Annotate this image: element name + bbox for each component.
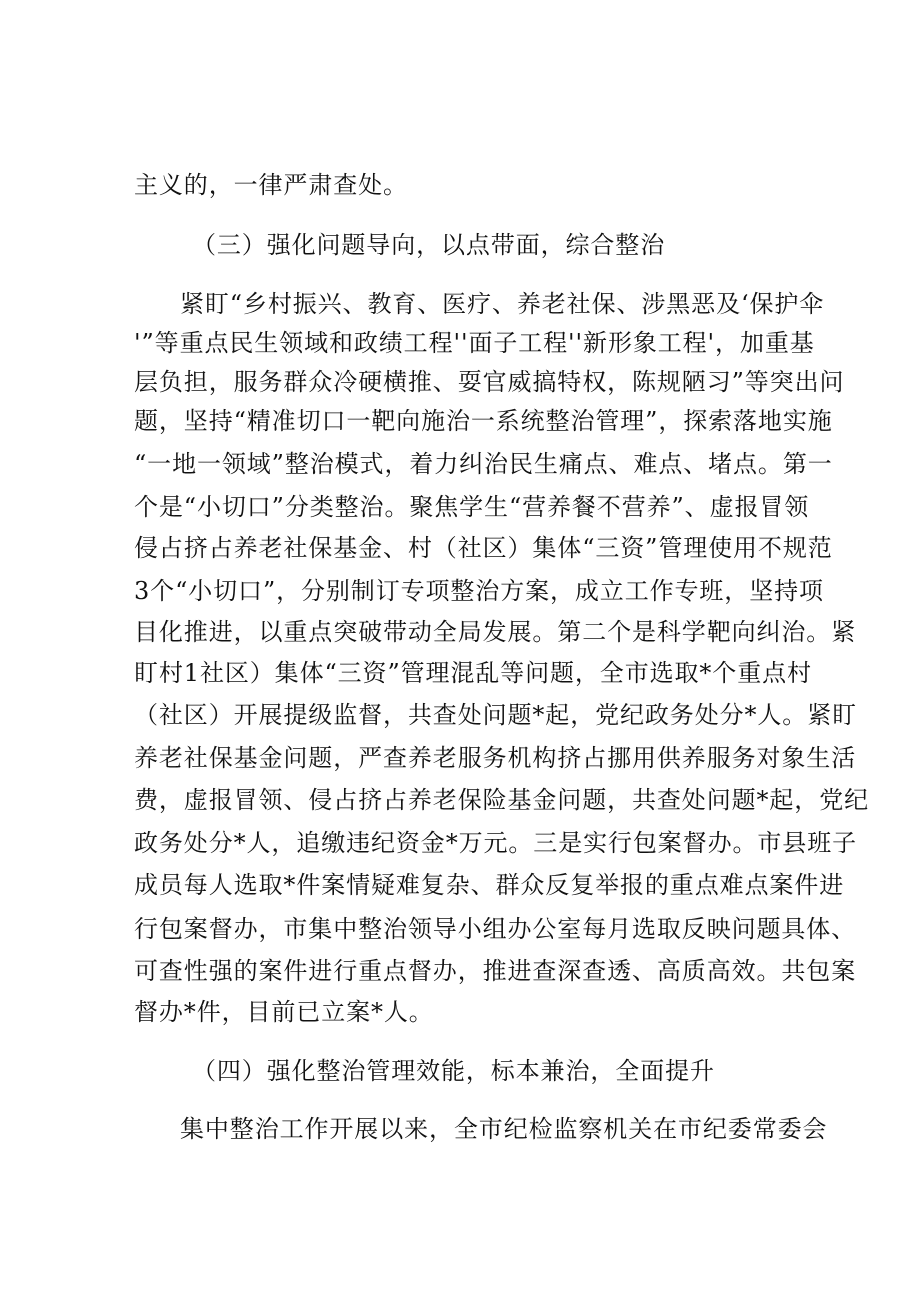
paragraph-line: 可查性强的案件进行重点督办，推进查深查透、高质高效。共包案 <box>134 957 857 985</box>
paragraph-line: '”等重点民生领域和政绩工程''面子工程''新形象工程'，加重基 <box>134 329 815 357</box>
paragraph-line: 题，坚持“精准切口一靶向施治一系统整治管理”，探索落地实施 <box>134 407 833 435</box>
paragraph-line: 目化推进，以重点突破带动全局发展。第二个是科学靶向纠治。紧 <box>134 618 857 646</box>
paragraph-line: 成员每人选取*件案情疑难复杂、群众反复举报的重点难点案件进 <box>134 871 845 899</box>
paragraph-line: 集中整治工作开展以来，全市纪检监察机关在市纪委常委会 <box>180 1115 828 1143</box>
paragraph-line: 行包案督办，市集中整治领导小组办公室每月选取反映问题具体、 <box>134 915 857 943</box>
paragraph-line: 政务处分*人，追缴违纪资金*万元。三是实行包案督办。市县班子 <box>134 829 857 857</box>
paragraph-line: （社区）开展提级监督，共查处问题*起，党纪政务处分*人。紧盯 <box>134 701 857 729</box>
paragraph-line: 紧盯“乡村振兴、教育、医疗、养老社保、涉黑恶及‘保护伞 <box>180 290 825 318</box>
paragraph-line: 盯村1社区）集体“三资”管理混乱等问题，全市选取*个重点村 <box>134 659 812 687</box>
paragraph-line: 主义的，一律严肃查处。 <box>134 171 408 199</box>
paragraph-line: 养老社保基金问题，严查养老服务机构挤占挪用供养服务对象生活 <box>134 744 857 772</box>
paragraph-line: 督办*件，目前已立案*人。 <box>134 998 434 1026</box>
paragraph-line: “一地一领域”整治模式，着力纠治民生痛点、难点、堵点。第一 <box>134 450 833 478</box>
paragraph-line: 费，虚报冒领、侵占挤占养老保险基金问题，共查处问题*起，党纪 <box>134 786 869 814</box>
paragraph-line: 侵占挤占养老社保基金、村（社区）集体“三资”管理使用不规范 <box>134 534 833 562</box>
section-heading-3: （三）强化问题导向，以点带面，综合整治 <box>192 231 666 259</box>
paragraph-line: 3个“小切口”，分别制订专项整治方案，成立工作专班，坚持项 <box>134 577 824 605</box>
paragraph-line: 层负担，服务群众冷硬横推、耍官威搞特权，陈规陋习”等突出问 <box>134 368 845 396</box>
paragraph-line: 个是“小切口”分类整治。聚焦学生“营养餐不营养”、虚报冒领 <box>134 493 810 521</box>
section-heading-4: （四）强化整治管理效能，标本兼治，全面提升 <box>192 1057 715 1085</box>
